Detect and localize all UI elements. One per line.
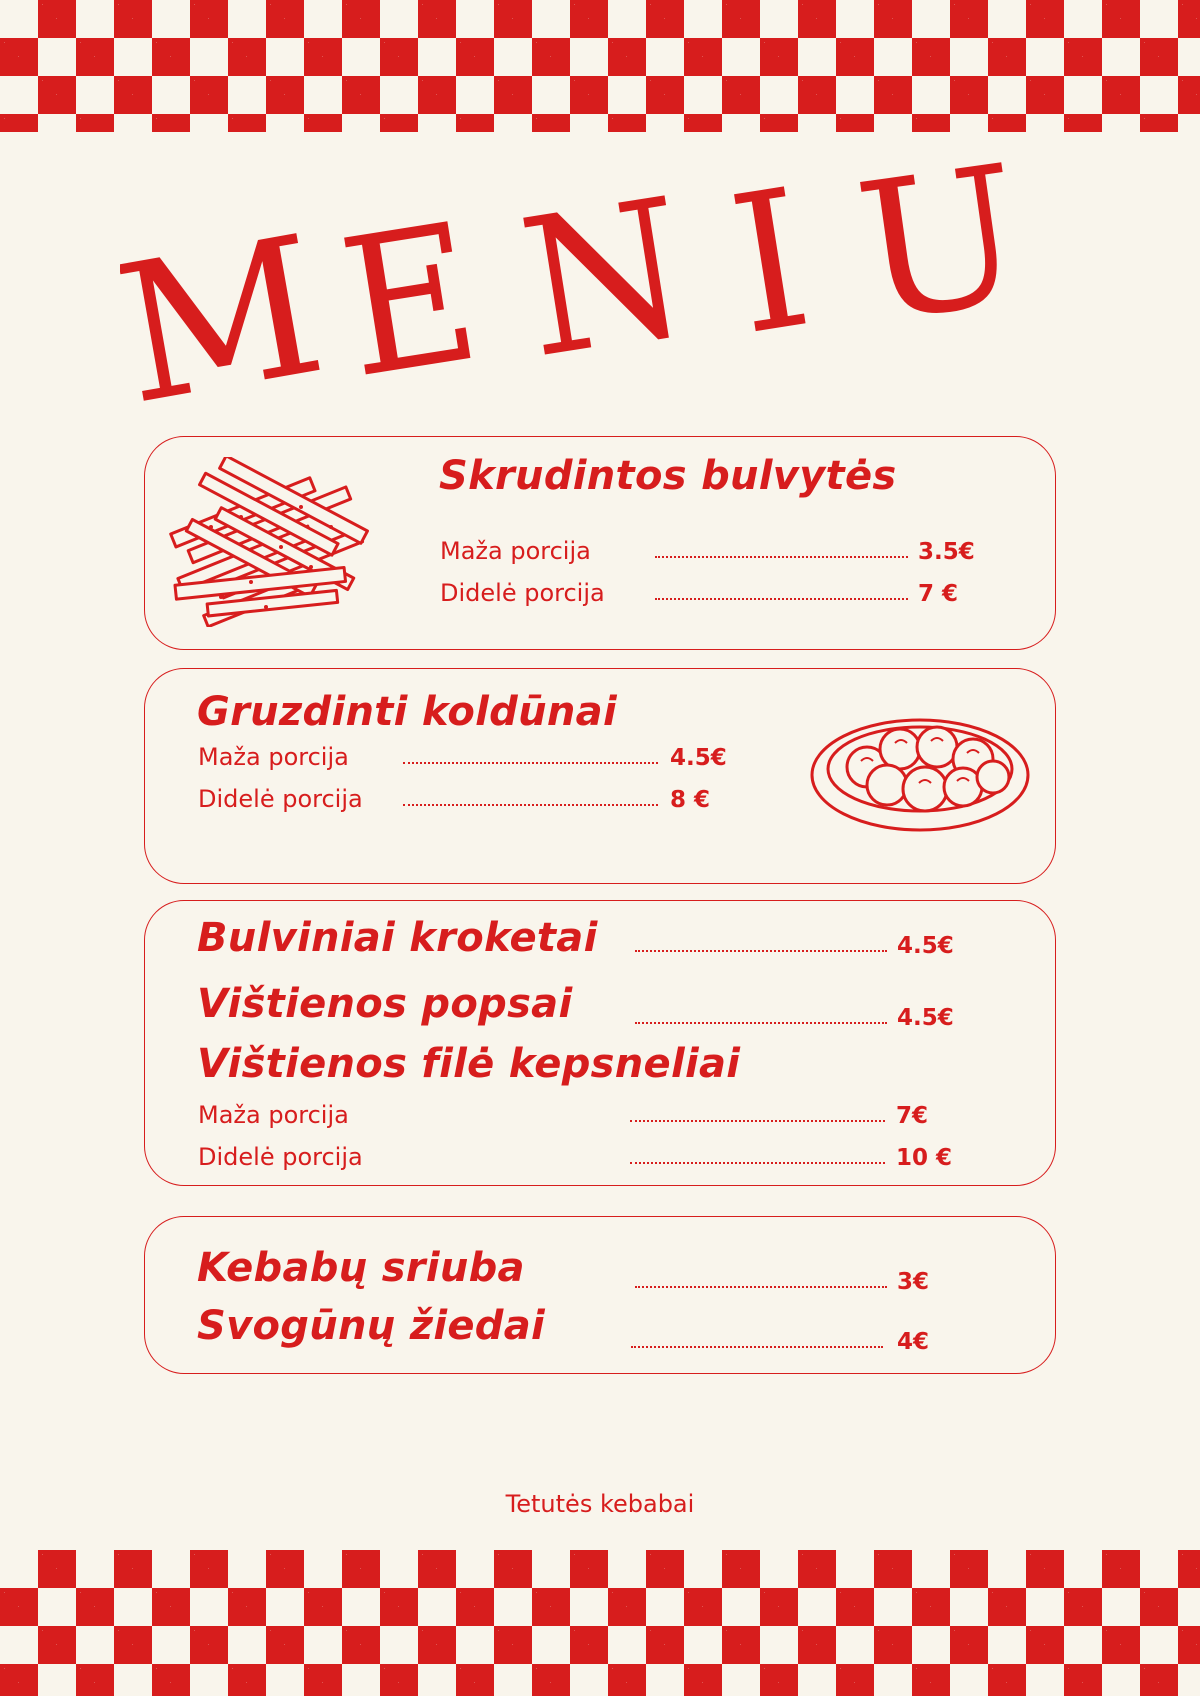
fries-icon [151, 457, 391, 627]
dish-name: Gruzdinti koldūnai [197, 689, 617, 735]
checkered-border-top [0, 0, 1200, 132]
price-row [440, 537, 1000, 567]
title-letter-n: N [508, 156, 708, 401]
dot-leader [655, 598, 908, 600]
price-row [440, 579, 1000, 609]
price-row [198, 1143, 953, 1173]
menu-card-extras [144, 1216, 1056, 1374]
dot-leader [403, 762, 658, 764]
price-row [635, 931, 995, 961]
price: 7€ [896, 1103, 929, 1129]
dish-name: Vištienos filė kepsneliai [197, 1041, 741, 1087]
menu-card-fries [144, 436, 1056, 650]
dot-leader [635, 950, 887, 952]
portion-label: Didelė porcija [198, 785, 363, 813]
dot-leader [403, 804, 658, 806]
dish-name: Kebabų sriuba [197, 1245, 525, 1291]
price: 4€ [897, 1329, 930, 1355]
dish-name: Svogūnų žiedai [197, 1303, 546, 1349]
title-letter-e: E [328, 180, 501, 420]
dot-leader [635, 1022, 887, 1024]
price: 4.5€ [897, 933, 954, 959]
portion-label: Maža porcija [198, 1101, 349, 1129]
dish-name: Skrudintos bulvytės [439, 453, 897, 499]
price: 3.5€ [918, 539, 975, 565]
dot-leader [635, 1286, 887, 1288]
portion-label: Maža porcija [198, 743, 349, 771]
dot-leader [630, 1120, 885, 1122]
price: 3€ [897, 1269, 930, 1295]
portion-label: Didelė porcija [440, 579, 605, 607]
price-row [635, 1003, 995, 1033]
dot-leader [631, 1346, 883, 1348]
price-row [198, 785, 758, 815]
dot-leader [630, 1162, 885, 1164]
menu-card-dumplings [144, 668, 1056, 884]
price: 7 € [918, 581, 959, 607]
title-letter-m: M [120, 195, 333, 420]
price-row [631, 1327, 991, 1357]
price: 4.5€ [670, 745, 727, 771]
portion-label: Didelė porcija [198, 1143, 363, 1171]
restaurant-name-footer: Tetutės kebabai [505, 1490, 695, 1518]
dot-leader [655, 556, 908, 558]
portion-label: Maža porcija [440, 537, 591, 565]
price-row [198, 1101, 938, 1131]
checkered-border-bottom [0, 1550, 1200, 1696]
title-letter-u: U [846, 150, 1036, 366]
dumplings-plate-icon [805, 697, 1035, 837]
menu-card-snacks [144, 900, 1056, 1186]
price: 10 € [896, 1145, 953, 1171]
menu-title [120, 150, 1100, 420]
price: 8 € [670, 787, 711, 813]
price-row [635, 1267, 995, 1297]
dish-name: Bulviniai kroketai [197, 915, 598, 961]
dish-name: Vištienos popsai [197, 981, 573, 1027]
title-letter-i: I [718, 150, 828, 378]
price-row [198, 743, 758, 773]
price: 4.5€ [897, 1005, 954, 1031]
